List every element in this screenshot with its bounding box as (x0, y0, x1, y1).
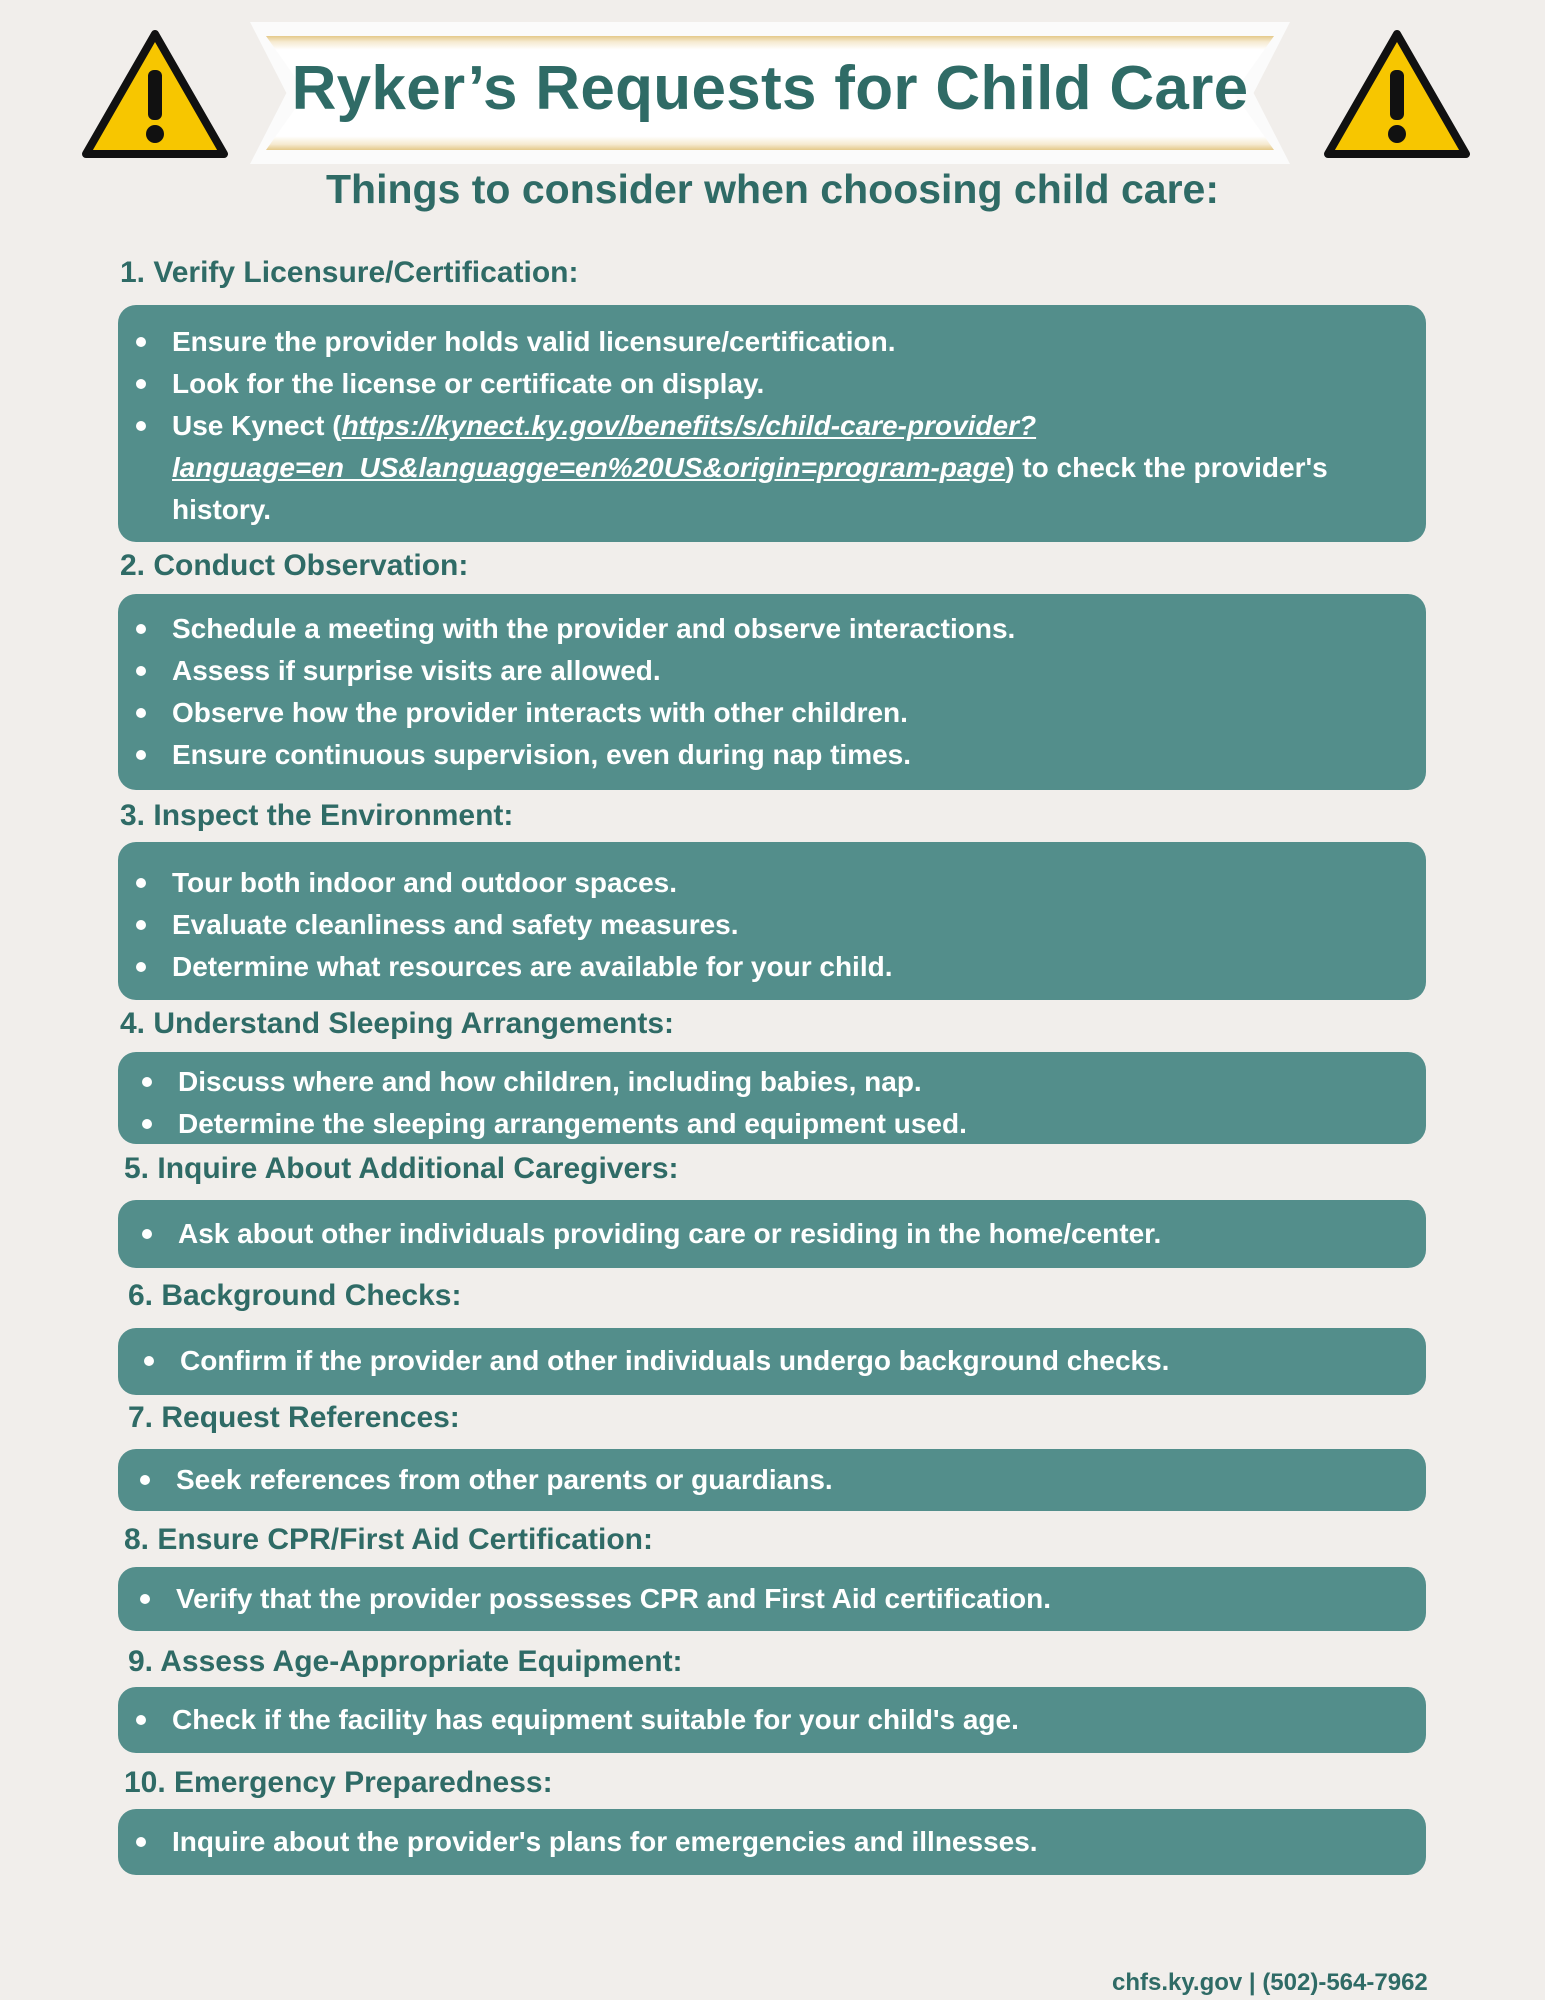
section-heading-5: 5. Inquire About Additional Caregivers: (124, 1152, 679, 1185)
section-card-6 (118, 1328, 1426, 1395)
kynect-link[interactable]: https://kynect.ky.gov/benefits/s/child-care-provider?language=en_US&languagge=en%20US&origin=program-page (172, 410, 1037, 483)
list-item-text: ) to check the provider's history. (172, 452, 1328, 525)
section-heading-6: 6. Background Checks: (128, 1279, 462, 1312)
list-item: Check if the facility has equipment suitable for your child's age. (118, 1699, 1426, 1741)
section-card-8 (118, 1567, 1426, 1631)
list-item: Observe how the provider interacts with other children. (118, 692, 1426, 734)
section-heading-9: 9. Assess Age-Appropriate Equipment: (128, 1645, 683, 1678)
list-item: Confirm if the provider and other individuals undergo background checks. (126, 1340, 1426, 1382)
section-card-9 (118, 1687, 1426, 1753)
section-card-2 (118, 594, 1426, 790)
warning-icon (80, 28, 230, 162)
section-card-1 (118, 305, 1426, 542)
section-heading-4: 4. Understand Sleeping Arrangements: (120, 1007, 675, 1040)
list-item: Seek references from other parents or guardians. (122, 1459, 1426, 1501)
list-item: Assess if surprise visits are allowed. (118, 650, 1426, 692)
section-heading-10: 10. Emergency Preparedness: (124, 1766, 553, 1799)
list-item: Ensure continuous supervision, even during nap times. (118, 734, 1426, 776)
section-heading-8: 8. Ensure CPR/First Aid Certification: (124, 1523, 653, 1556)
section-card-3 (118, 842, 1426, 1000)
list-item: Tour both indoor and outdoor spaces. (118, 862, 1426, 904)
section-heading-3: 3. Inspect the Environment: (120, 799, 514, 832)
list-item: Discuss where and how children, including babies, nap. (124, 1061, 1426, 1103)
section-heading-2: 2. Conduct Observation: (120, 549, 469, 582)
section-card-4 (118, 1052, 1426, 1144)
page-subtitle: Things to consider when choosing child care: (326, 166, 1219, 212)
page-title: Ryker’s Requests for Child Care (291, 54, 1249, 123)
list-item: Inquire about the provider's plans for emergencies and illnesses. (118, 1821, 1426, 1863)
title-banner (250, 22, 1290, 164)
list-item: Determine what resources are available for your child. (118, 946, 1426, 988)
section-card-7 (118, 1449, 1426, 1511)
list-item: Evaluate cleanliness and safety measures. (118, 904, 1426, 946)
warning-icon (1322, 28, 1472, 162)
list-item: Schedule a meeting with the provider and observe interactions. (118, 608, 1426, 650)
list-item: Look for the license or certificate on display. (118, 363, 1426, 405)
list-item (118, 405, 1426, 531)
section-card-5 (118, 1200, 1426, 1268)
list-item: Verify that the provider possesses CPR and First Aid certification. (122, 1578, 1426, 1620)
list-item: Ask about other individuals providing care or residing in the home/center. (124, 1213, 1426, 1255)
section-card-10 (118, 1809, 1426, 1875)
list-item-text: Use Kynect ( (172, 410, 342, 441)
list-item: Determine the sleeping arrangements and equipment used. (124, 1103, 1426, 1145)
section-heading-1: 1. Verify Licensure/Certification: (120, 256, 579, 289)
footer-contact: chfs.ky.gov | (502)-564-7962 (1112, 1969, 1428, 1996)
section-heading-7: 7. Request References: (128, 1401, 460, 1434)
list-item: Ensure the provider holds valid licensure/certification. (118, 321, 1426, 363)
